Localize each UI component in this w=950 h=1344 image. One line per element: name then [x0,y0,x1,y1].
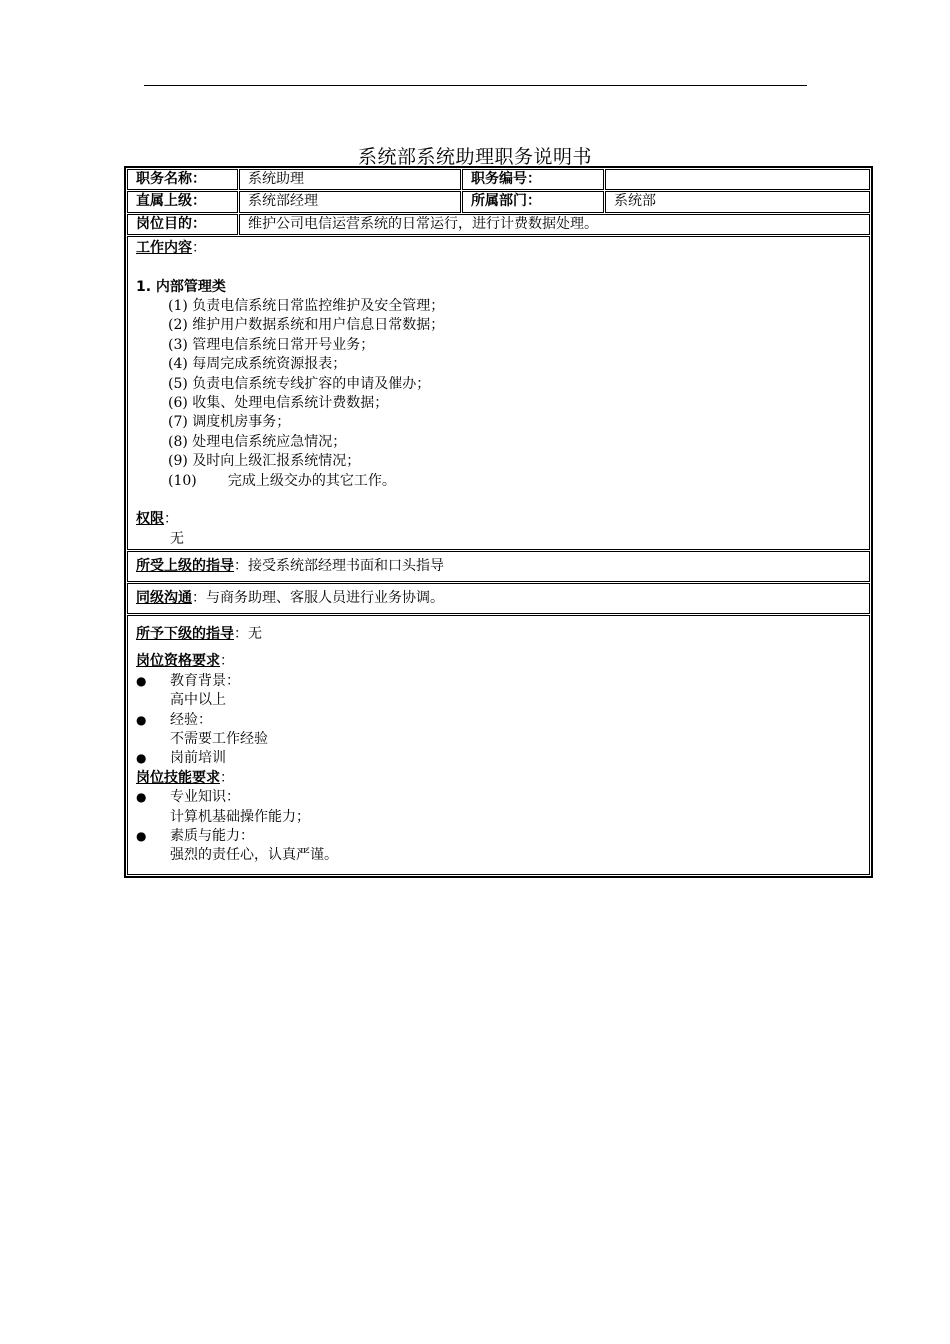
bullet-icon: ● [136,751,147,766]
qualification-label: 岗位资格要求 [136,653,220,670]
subordinate-text: ：无 [234,625,262,642]
list-item: (4) 每周完成系统资源报表； [168,356,347,373]
list-item: ● 素质与能力： [136,827,861,846]
list-item: (2) 维护用户数据系统和用户信息日常数据； [168,317,445,334]
peer-text: ：与商务助理、客服人员进行业务协调。 [192,589,444,606]
peer-label: 同级沟通 [136,589,192,606]
bullet-icon: ● [136,673,147,688]
department-label: 所属部门： [462,191,604,212]
list-item: ● 岗前培训 [136,749,861,768]
job-name-label: 职务名称： [127,169,238,190]
skill-label: 岗位技能要求 [136,769,220,786]
superior-label: 直属上级： [127,191,238,212]
purpose-label: 岗位目的： [127,214,238,235]
job-code-value [605,169,870,190]
guidance-cell [127,551,870,582]
list-item: ● 专业知识： [136,788,861,807]
list-item: (7) 调度机房事务； [168,414,291,431]
job-code-label: 职务编号： [462,169,604,190]
work-content-cell: 工作内容： 1. 内部管理类 (1) 负责电信系统日常监控维护及安全管理； (2) 维护用户数据系统和用户信息日常数据； (3) 管理电信系统日常开号业务； (4) 每周完成系统资源报表； (5) 负责电信系统专线扩容的申请及催办； (6) 收集、处理电信系统计费数据； (7) 调度机房事务； (8) 处理电信系统应急情况； (9) 及时向上级汇报系统情况； (10) 完成上级交办的其它工作。 权限： 无 [127,236,870,550]
document-title: 系统部系统助理职务说明书 [357,146,592,168]
superior-value: 系统部经理 [239,191,461,212]
guidance-label: 所受上级的指导 [136,557,234,574]
bullet-icon: ● [136,712,147,727]
authority-value: 无 [170,530,184,547]
guidance-text: ：接受系统部经理书面和口头指导 [234,557,444,574]
experience-value: 不需要工作经验 [170,730,268,747]
department-value: 系统部 [605,191,870,212]
work-content-label: 工作内容 [136,240,192,257]
authority-label: 权限 [136,511,164,528]
list-item: (8) 处理电信系统应急情况； [168,433,347,450]
qualification-cell: 所予下级的指导：无 岗位资格要求： ● 教育背景： 高中以上 ● 经验： 不需要工作经验 ● 岗前培训 岗位技能要求： ● 专业知识： 计算机基础操作能力； ● 素质与能力： 强烈的责任心，认真严谨。 [127,615,870,875]
job-description-form [124,166,873,878]
list-item: (6) 收集、处理电信系统计费数据； [168,395,389,412]
purpose-value: 维护公司电信运营系统的日常运行，进行计费数据处理。 [239,214,870,235]
list-item: ● 经验： [136,711,861,730]
list-item: (5) 负责电信系统专线扩容的申请及催办； [168,375,431,392]
job-name-value: 系统助理 [239,169,461,190]
section-title: 1. 内部管理类 [136,278,226,295]
header-rule [144,85,807,86]
list-item: (3) 管理电信系统日常开号业务； [168,336,375,353]
list-item: (1) 负责电信系统日常监控维护及安全管理； [168,298,445,315]
task-list [136,297,861,491]
list-item: ● 教育背景： [136,672,861,691]
subordinate-label: 所予下级的指导 [136,625,234,642]
education-value: 高中以上 [170,692,226,709]
list-item: (9) 及时向上级汇报系统情况； [168,453,361,470]
bullet-icon: ● [136,790,147,805]
knowledge-value: 计算机基础操作能力； [170,808,310,825]
bullet-icon: ● [136,828,147,843]
peer-cell [127,583,870,614]
quality-value: 强烈的责任心，认真严谨。 [170,847,338,864]
list-item: (10) 完成上级交办的其它工作。 [168,472,396,489]
